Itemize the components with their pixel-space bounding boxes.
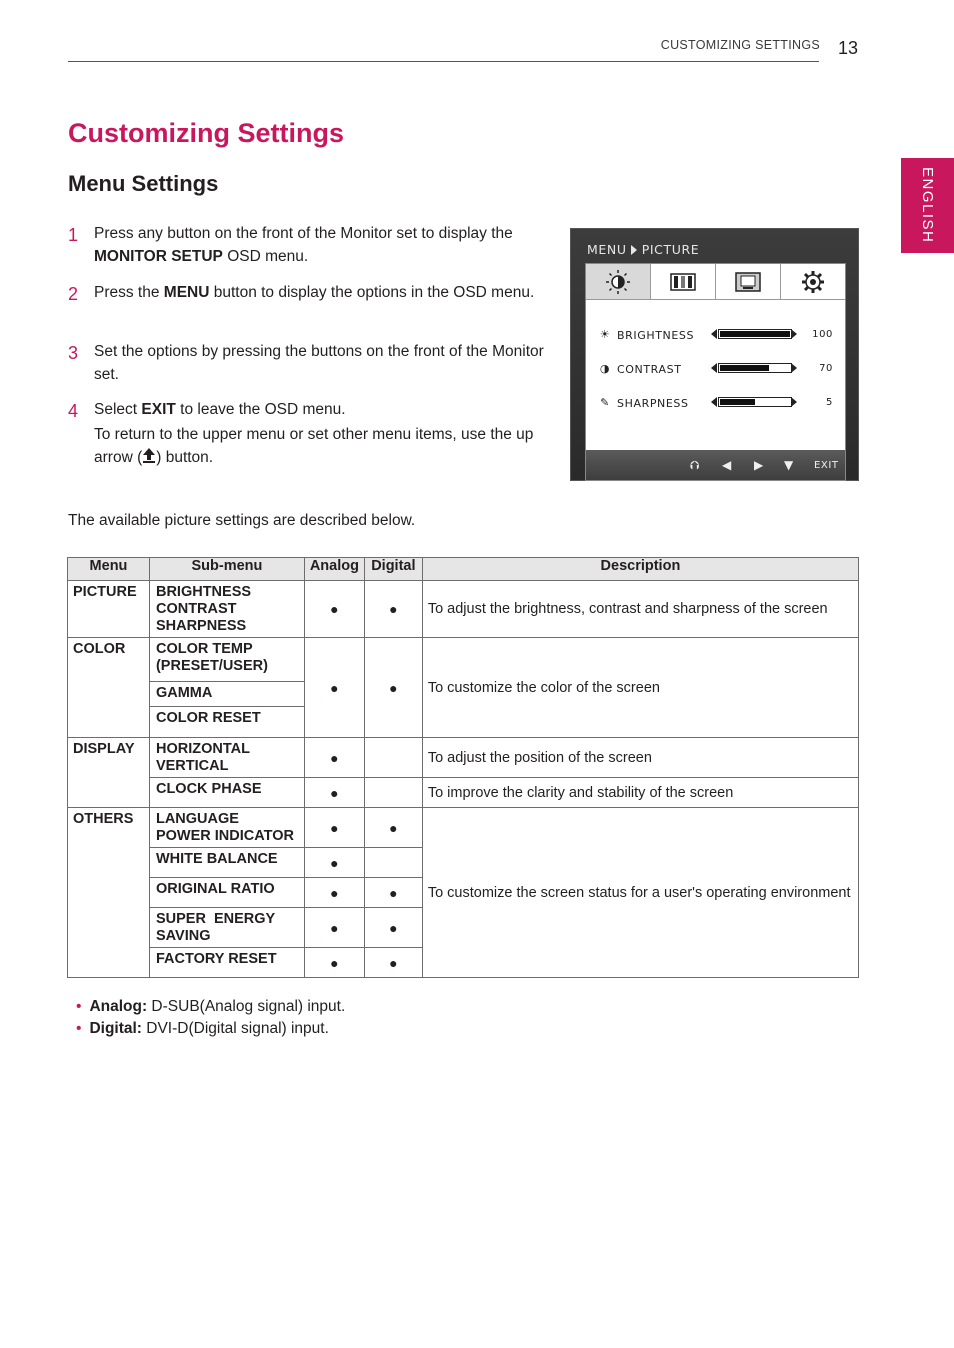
osd-screenshot (570, 228, 859, 481)
analog-dot: ● (304, 581, 364, 638)
step-text: Select EXIT to leave the OSD menu. (94, 401, 346, 418)
sharpness-icon: ✎ (600, 396, 610, 409)
contrast-icon: ◑ (599, 362, 611, 375)
page-title: Customizing Settings (68, 118, 344, 148)
up-arrow-icon (142, 447, 156, 464)
submenu-cell: ORIGINAL RATIO (149, 878, 304, 908)
digital-dot: ● (364, 948, 422, 978)
osd-sharpness-row[interactable]: ✎ SHARPNESS 5 (598, 396, 833, 412)
submenu-cell: WHITE BALANCE (149, 848, 304, 878)
osd-panel (585, 263, 846, 481)
intro-text: The available picture settings are described below. (68, 512, 416, 529)
analog-dot: ● (304, 948, 364, 978)
step-number: 3 (68, 343, 79, 363)
settings-table (67, 557, 859, 978)
analog-dot: ● (304, 738, 364, 778)
left-arrow-icon[interactable] (711, 329, 717, 339)
osd-tab-display[interactable] (716, 264, 781, 299)
analog-dot: ● (304, 778, 364, 808)
table-row (68, 778, 859, 808)
up-arrow-icon[interactable]: ⮉ (690, 458, 700, 472)
submenu-cell: HORIZONTAL VERTICAL (149, 738, 304, 778)
digital-empty (364, 738, 422, 778)
osd-tab-picture[interactable] (586, 264, 651, 299)
column-header: Digital (364, 558, 422, 581)
brightness-level-bar[interactable] (718, 329, 792, 339)
digital-empty (364, 848, 422, 878)
page-number: 13 (838, 38, 859, 58)
right-arrow-icon[interactable] (791, 397, 797, 407)
column-header: Analog (304, 558, 364, 581)
osd-contrast-row[interactable]: ◑ CONTRAST 70 (599, 362, 833, 376)
notes-list (76, 996, 345, 1040)
menu-cell: OTHERS (68, 808, 150, 978)
submenu-cell: GAMMA (149, 682, 304, 707)
section-title: Menu Settings (68, 171, 219, 196)
column-header: Description (422, 558, 858, 581)
left-arrow-icon[interactable] (711, 397, 717, 407)
contrast-level-bar[interactable] (718, 363, 792, 373)
list-item: • Digital: DVI-D(Digital signal) input. (76, 1020, 329, 1037)
digital-dot: ● (364, 638, 422, 738)
osd-footer (586, 450, 845, 480)
color-bars-icon (670, 273, 696, 291)
submenu-cell: LANGUAGE POWER INDICATOR (149, 808, 304, 848)
language-tab (901, 158, 954, 253)
menu-cell: DISPLAY (68, 738, 150, 808)
list-item: • Analog: D-SUB(Analog signal) input. (76, 998, 346, 1015)
osd-breadcrumb: MENU PICTURE (587, 242, 700, 257)
step-text: Set the options by pressing the buttons on the front of the Monitor set. (94, 343, 544, 383)
step-subtext: To return to the upper menu or set other menu items, use the up arrow ( ) button. (94, 426, 534, 466)
analog-dot: ● (304, 808, 364, 848)
description-cell: To adjust the position of the screen (422, 738, 858, 778)
menu-cell: PICTURE (68, 581, 150, 638)
column-header: Sub-menu (149, 558, 304, 581)
bullet-icon: • (76, 998, 82, 1015)
table-header-row (68, 558, 859, 581)
bullet-icon: • (76, 1020, 82, 1037)
analog-dot: ● (304, 908, 364, 948)
submenu-cell: SUPER ENERGY SAVING (149, 908, 304, 948)
submenu-cell: FACTORY RESET (149, 948, 304, 978)
digital-dot: ● (364, 808, 422, 848)
analog-dot: ● (304, 878, 364, 908)
osd-brightness-row[interactable]: ☀ BRIGHTNESS 100 (599, 328, 833, 342)
step-text: Press any button on the front of the Monitor set to display the MONITOR SETUP OSD menu. (94, 225, 513, 265)
right-arrow-icon[interactable] (791, 363, 797, 373)
submenu-cell: BRIGHTNESS CONTRAST SHARPNESS (149, 581, 304, 638)
sharpness-level-bar[interactable] (718, 397, 792, 407)
digital-dot: ● (364, 581, 422, 638)
table-row (68, 581, 859, 638)
digital-dot: ● (364, 908, 422, 948)
step-number: 1 (68, 225, 79, 245)
submenu-cell: COLOR TEMP (PRESET/USER) (149, 638, 304, 682)
submenu-cell: CLOCK PHASE (149, 778, 304, 808)
osd-tab-bar (586, 264, 845, 300)
display-icon (735, 272, 761, 292)
description-cell: To adjust the brightness, contrast and sharpness of the screen (422, 581, 858, 638)
osd-tab-others[interactable] (781, 264, 845, 299)
column-header: Menu (68, 558, 150, 581)
down-arrow-icon[interactable]: ▼ (784, 458, 794, 472)
running-header: CUSTOMIZING SETTINGS (660, 38, 820, 52)
analog-dot: ● (304, 638, 364, 738)
right-arrow-icon[interactable]: ▶ (754, 458, 764, 472)
description-cell: To improve the clarity and stability of the screen (422, 778, 858, 808)
exit-button[interactable]: EXIT (814, 460, 839, 471)
table-row (68, 738, 859, 778)
description-cell: To customize the screen status for a user's operating environment (422, 808, 858, 978)
table-row (68, 638, 859, 682)
gear-icon (800, 269, 826, 295)
breadcrumb-arrow-icon (631, 245, 637, 255)
left-arrow-icon[interactable] (711, 363, 717, 373)
picture-icon (605, 269, 631, 295)
step-number: 2 (68, 284, 79, 304)
left-arrow-icon[interactable]: ◀ (722, 458, 732, 472)
digital-dot: ● (364, 878, 422, 908)
table-row (68, 808, 859, 848)
sun-icon: ☀ (599, 328, 611, 341)
header-rule (68, 61, 819, 62)
right-arrow-icon[interactable] (791, 329, 797, 339)
step-number: 4 (68, 401, 79, 421)
description-cell: To customize the color of the screen (422, 638, 858, 738)
menu-cell: COLOR (68, 638, 150, 738)
submenu-cell: COLOR RESET (149, 707, 304, 738)
step-text: Press the MENU button to display the options in the OSD menu. (94, 284, 535, 301)
osd-tab-color[interactable] (651, 264, 716, 299)
analog-dot: ● (304, 848, 364, 878)
language-tab-label: ENGLISH (919, 167, 936, 244)
digital-empty (364, 778, 422, 808)
